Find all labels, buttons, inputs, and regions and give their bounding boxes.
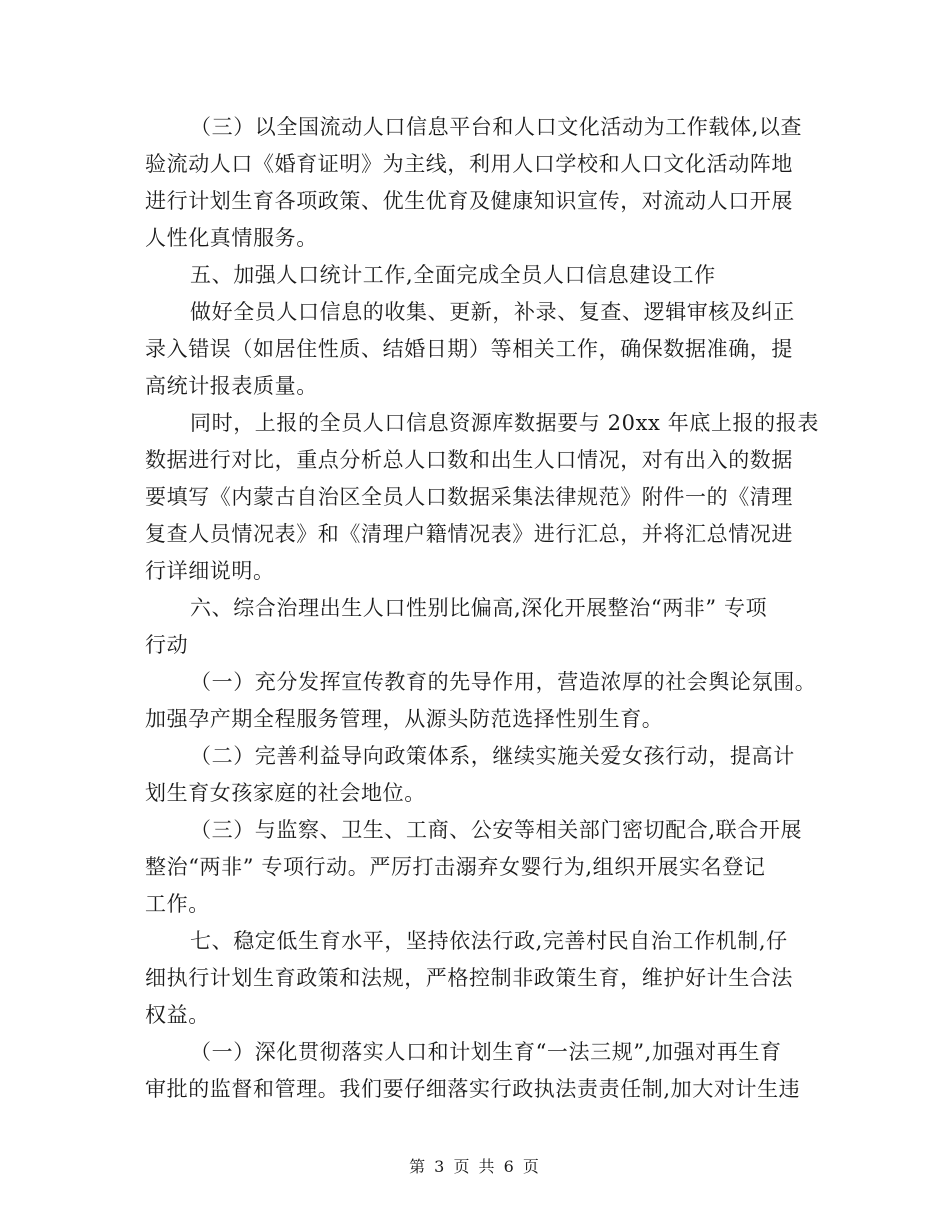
text-line: （三）以全国流动人口信息平台和人口文化活动为工作载体,以查 bbox=[190, 115, 803, 139]
text-line: 数据进行对比，重点分析总人口数和出生人口情况，对有出入的数据 bbox=[145, 448, 793, 472]
section-heading: 权益。 bbox=[145, 1003, 210, 1027]
text-line: 做好全员人口信息的收集、更新，补录、复查、逻辑审核及纠正 bbox=[190, 300, 795, 324]
text-line: 整治“两非” 专项行动。严厉打击溺弃女婴行为,组织开展实名登记 bbox=[145, 855, 766, 879]
section-heading: 七、稳定低生育水平，坚持依法行政,完善村民自治工作机制,仔 bbox=[190, 929, 788, 953]
section-heading: 细执行计划生育政策和法规，严格控制非政策生育，维护好计生合法 bbox=[145, 966, 793, 990]
text-line: （三）与监察、卫生、工商、公安等相关部门密切配合,联合开展 bbox=[190, 818, 803, 842]
text-line: （一）深化贯彻落实人口和计划生育“一法三规”,加强对再生育 bbox=[190, 1040, 782, 1064]
text-line: 工作。 bbox=[145, 892, 210, 916]
text-line: 录入错误（如居住性质、结婚日期）等相关工作，确保数据准确，提 bbox=[145, 337, 793, 361]
text-line: 复查人员情况表》和《清理户籍情况表》进行汇总，并将汇总情况进 bbox=[145, 522, 793, 546]
text-line: 人性化真情服务。 bbox=[145, 226, 318, 250]
text-line: 要填写《内蒙古自治区全员人口数据采集法律规范》附件一的《清理 bbox=[145, 485, 793, 509]
text-line: （一）充分发挥宣传教育的先导作用，营造浓厚的社会舆论氛围。 bbox=[190, 670, 817, 694]
text-line: 划生育女孩家庭的社会地位。 bbox=[145, 781, 426, 805]
text-line: 审批的监督和管理。我们要仔细落实行政执法责责任制,加大对计生违 bbox=[145, 1077, 801, 1101]
text-line: 同时，上报的全员人口信息资源库数据要与 20xx 年底上报的报表 bbox=[190, 411, 819, 435]
section-heading: 五、加强人口统计工作,全面完成全员人口信息建设工作 bbox=[190, 263, 716, 287]
text-line: 加强孕产期全程服务管理，从源头防范选择性别生育。 bbox=[145, 707, 664, 731]
text-line: 高统计报表质量。 bbox=[145, 374, 318, 398]
text-line: 验流动人口《婚育证明》为主线，利用人口学校和人口文化活动阵地 bbox=[145, 152, 793, 176]
text-line: （二）完善利益导向政策体系，继续实施关爱女孩行动，提高计 bbox=[190, 744, 795, 768]
section-heading: 行动 bbox=[145, 633, 189, 657]
text-line: 进行计划生育各项政策、优生优育及健康知识宣传，对流动人口开展 bbox=[145, 189, 793, 213]
page-number: 第 3 页 共 6 页 bbox=[409, 1157, 541, 1176]
section-heading: 六、综合治理出生人口性别比偏高,深化开展整治“两非” 专项 bbox=[190, 596, 768, 620]
text-line: 行详细说明。 bbox=[145, 559, 275, 583]
